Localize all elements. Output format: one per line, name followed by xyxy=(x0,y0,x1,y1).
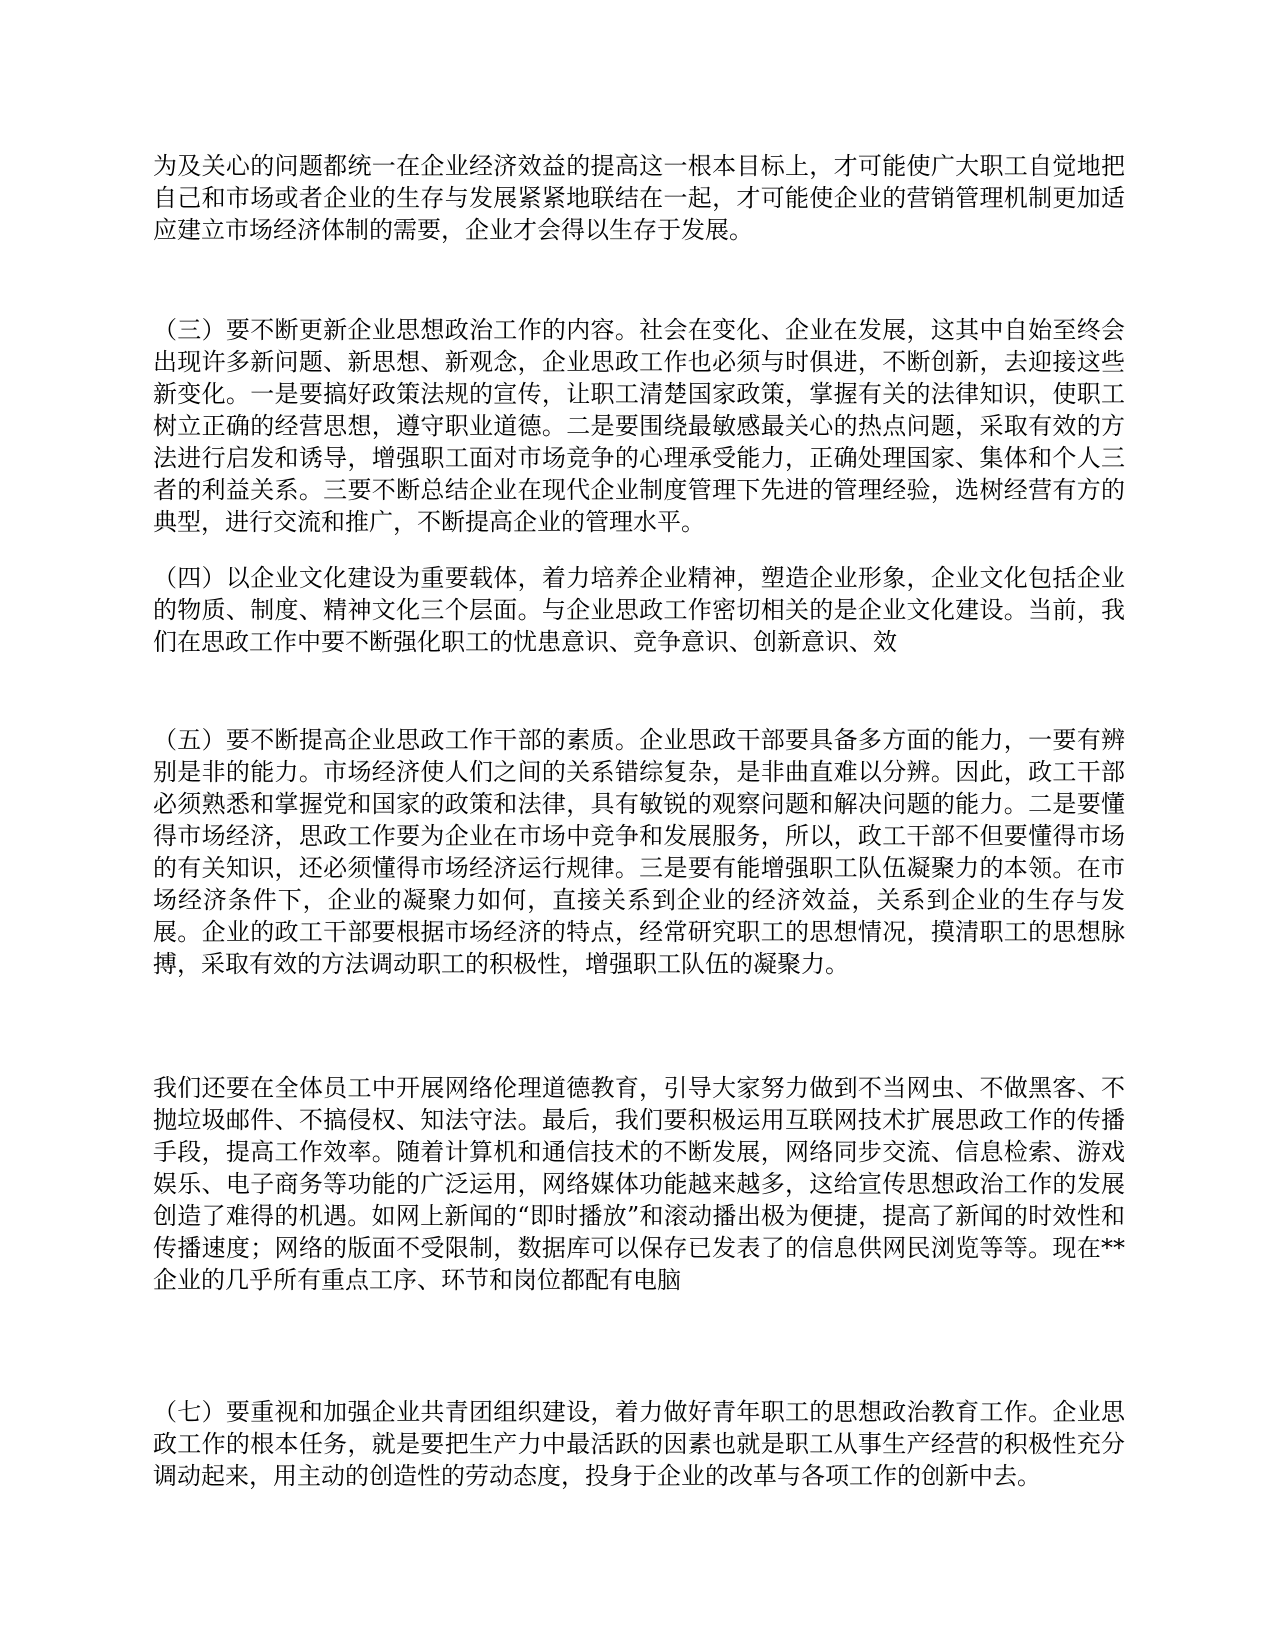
paragraph-3: （四）以企业文化建设为重要载体，着力培养企业精神，塑造企业形象，企业文化包括企业的物质、制度、精神文化三个层面。与企业思政工作密切相关的是企业文化建设。当前，我们在思政工作中要不断强化职工的忧患意识、竞争意识、创新意识、效 xyxy=(153,564,1125,656)
paragraph-1: 为及关心的问题都统一在企业经济效益的提高这一根本目标上，才可能使广大职工自觉地把自己和市场或者企业的生存与发展紧紧地联结在一起，才可能使企业的营销管理机制更加适应建立市场经济体制的需要，企业才会得以生存于发展。 xyxy=(153,152,1125,244)
paragraph-5: 我们还要在全体员工中开展网络伦理道德教育，引导大家努力做到不当网虫、不做黑客、不抛垃圾邮件、不搞侵权、知法守法。最后，我们要积极运用互联网技术扩展思政工作的传播手段，提高工作效率。随着计算机和通信技术的不断发展，网络同步交流、信息检索、游戏娱乐、电子商务等功能的广泛运用，网络媒体功能越来越多，这给宣传思想政治工作的发展创造了难得的机遇。如网上新闻的“即时播放”和滚动播出极为便捷，提高了新闻的时效性和传播速度；网络的版面不受限制，数据库可以保存已发表了的信息供网民浏览等等。现在**企业的几乎所有重点工序、环节和岗位都配有电脑 xyxy=(153,1074,1125,1294)
paragraph-2: （三）要不断更新企业思想政治工作的内容。社会在变化、企业在发展，这其中自始至终会出现许多新问题、新思想、新观念，企业思政工作也必须与时俱进，不断创新，去迎接这些新变化。一是要搞好政策法规的宣传，让职工清楚国家政策，掌握有关的法律知识，使职工树立正确的经营思想，遵守职业道德。二是要围绕最敏感最关心的热点问题，采取有效的方法进行启发和诱导，增强职工面对市场竞争的心理承受能力，正确处理国家、集体和个人三者的利益关系。三要不断总结企业在现代企业制度管理下先进的管理经验，选树经营有方的典型，进行交流和推广，不断提高企业的管理水平。 xyxy=(153,316,1125,536)
paragraph-6: （七）要重视和加强企业共青团组织建设，着力做好青年职工的思想政治教育工作。企业思政工作的根本任务，就是要把生产力中最活跃的因素也就是职工从事生产经营的积极性充分调动起来，用主动的创造性的劳动态度，投身于企业的改革与各项工作的创新中去。 xyxy=(153,1398,1125,1490)
paragraph-4: （五）要不断提高企业思政工作干部的素质。企业思政干部要具备多方面的能力，一要有辨别是非的能力。市场经济使人们之间的关系错综复杂，是非曲直难以分辨。因此，政工干部必须熟悉和掌握党和国家的政策和法律，具有敏锐的观察问题和解决问题的能力。二是要懂得市场经济，思政工作要为企业在市场中竞争和发展服务，所以，政工干部不但要懂得市场的有关知识，还必须懂得市场经济运行规律。三是要有能增强职工队伍凝聚力的本领。在市场经济条件下，企业的凝聚力如何，直接关系到企业的经济效益，关系到企业的生存与发展。企业的政工干部要根据市场经济的特点，经常研究职工的思想情况，摸清职工的思想脉搏，采取有效的方法调动职工的积极性，增强职工队伍的凝聚力。 xyxy=(153,726,1125,978)
